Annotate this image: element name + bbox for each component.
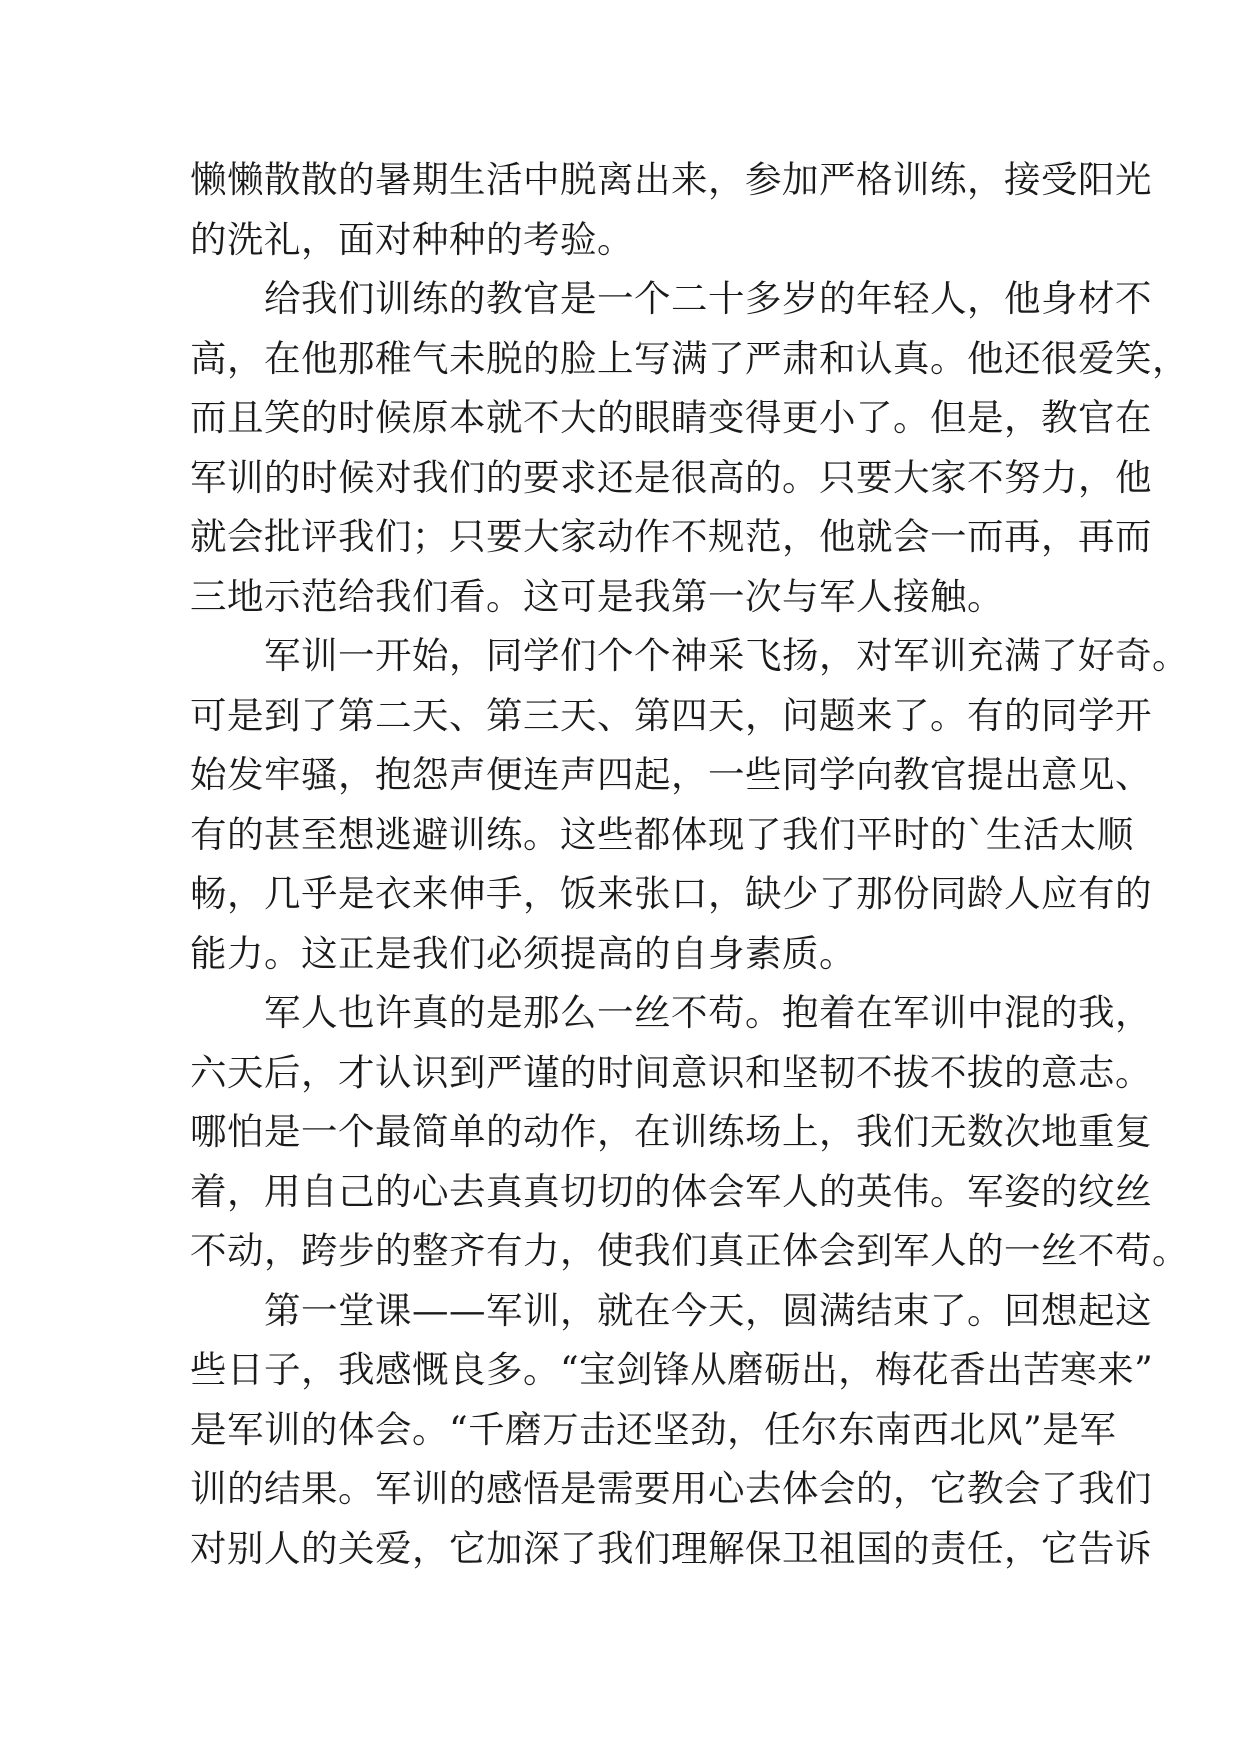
paragraph-start-line: 军人也许真的是那么一丝不苟。抱着在军训中混的我， bbox=[264, 991, 1152, 1034]
text-line: 高，在他那稚气未脱的脸上写满了严肃和认真。他还很爱笑， bbox=[190, 336, 1189, 380]
text-line: 是军训的体会。“千磨万击还坚劲，任尔东南西北风”是军 bbox=[190, 1407, 1117, 1451]
paragraph-start-line: 给我们训练的教官是一个二十多岁的年轻人，他身材不 bbox=[264, 277, 1152, 320]
text-line: 军训的时候对我们的要求还是很高的。只要大家不努力，他 bbox=[190, 455, 1152, 499]
text-line: 就会批评我们；只要大家动作不规范，他就会一而再，再而 bbox=[190, 515, 1152, 558]
text-line: 对别人的关爱，它加深了我们理解保卫祖国的责任，它告诉 bbox=[190, 1526, 1152, 1570]
text-line: 懒懒散散的暑期生活中脱离出来，参加严格训练，接受阳光 bbox=[190, 158, 1152, 201]
text-line: 些日子，我感慨良多。“宝剑锋从磨砺出，梅花香出苦寒来” bbox=[190, 1348, 1154, 1391]
text-line: 不动，跨步的整齐有力，使我们真正体会到军人的一丝不苟。 bbox=[190, 1229, 1189, 1272]
text-line: 三地示范给我们看。这可是我第一次与军人接触。 bbox=[190, 574, 1004, 618]
text-line: 畅，几乎是衣来伸手，饭来张口，缺少了那份同龄人应有的 bbox=[190, 872, 1152, 915]
text-line: 着，用自己的心去真真切切的体会军人的英伟。军姿的纹丝 bbox=[190, 1169, 1152, 1213]
text-line: 能力。这正是我们必须提高的自身素质。 bbox=[190, 931, 856, 975]
text-line: 始发牢骚，抱怨声便连声四起，一些同学向教官提出意见、 bbox=[190, 753, 1152, 796]
text-line: 六天后，才认识到严谨的时间意识和坚韧不拔不拔的意志。 bbox=[190, 1050, 1152, 1094]
paragraph-start-line: 第一堂课——军训，就在今天，圆满结束了。回想起这 bbox=[264, 1288, 1152, 1332]
text-line: 的洗礼，面对种种的考验。 bbox=[190, 217, 634, 261]
text-line: 训的结果。军训的感悟是需要用心去体会的，它教会了我们 bbox=[190, 1467, 1152, 1510]
body-text bbox=[190, 150, 1189, 1578]
text-line: 而且笑的时候原本就不大的眼睛变得更小了。但是，教官在 bbox=[190, 396, 1152, 439]
text-line: 有的甚至想逃避训练。这些都体现了我们平时的`生活太顺 bbox=[190, 812, 1134, 856]
paragraph-start-line: 军训一开始，同学们个个神采飞扬，对军训充满了好奇。 bbox=[264, 634, 1189, 677]
text-line: 哪怕是一个最简单的动作，在训练场上，我们无数次地重复 bbox=[190, 1110, 1152, 1153]
text-line: 可是到了第二天、第三天、第四天，问题来了。有的同学开 bbox=[190, 693, 1152, 737]
